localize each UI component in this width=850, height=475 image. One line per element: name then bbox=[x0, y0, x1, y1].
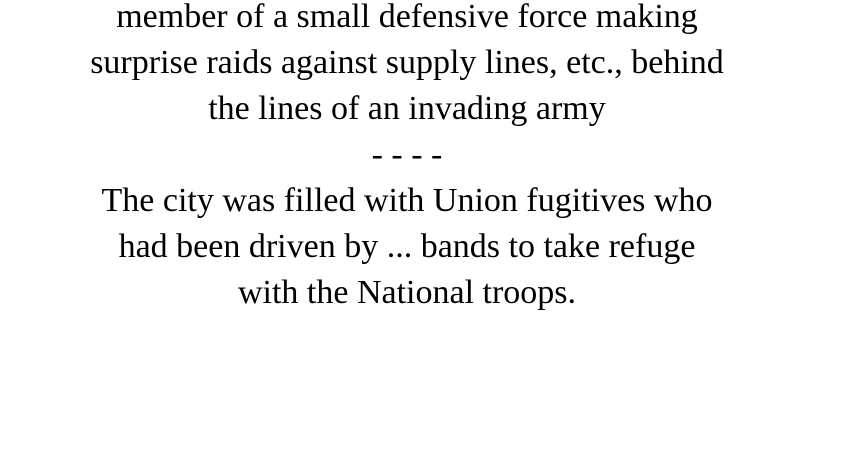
separator: - - - - bbox=[371, 136, 443, 173]
definition-line: member of a small defensive force making bbox=[116, 0, 698, 35]
definition-line: the lines of an invading army bbox=[208, 90, 606, 127]
definition-line: surprise raids against supply lines, etc., behind bbox=[90, 44, 724, 81]
example-sentence-line: The city was filled with Union fugitives who bbox=[101, 182, 713, 219]
example-sentence-line: had been driven by ... bands to take refuge bbox=[118, 228, 696, 265]
example-sentence-line: with the National troops. bbox=[237, 274, 577, 311]
